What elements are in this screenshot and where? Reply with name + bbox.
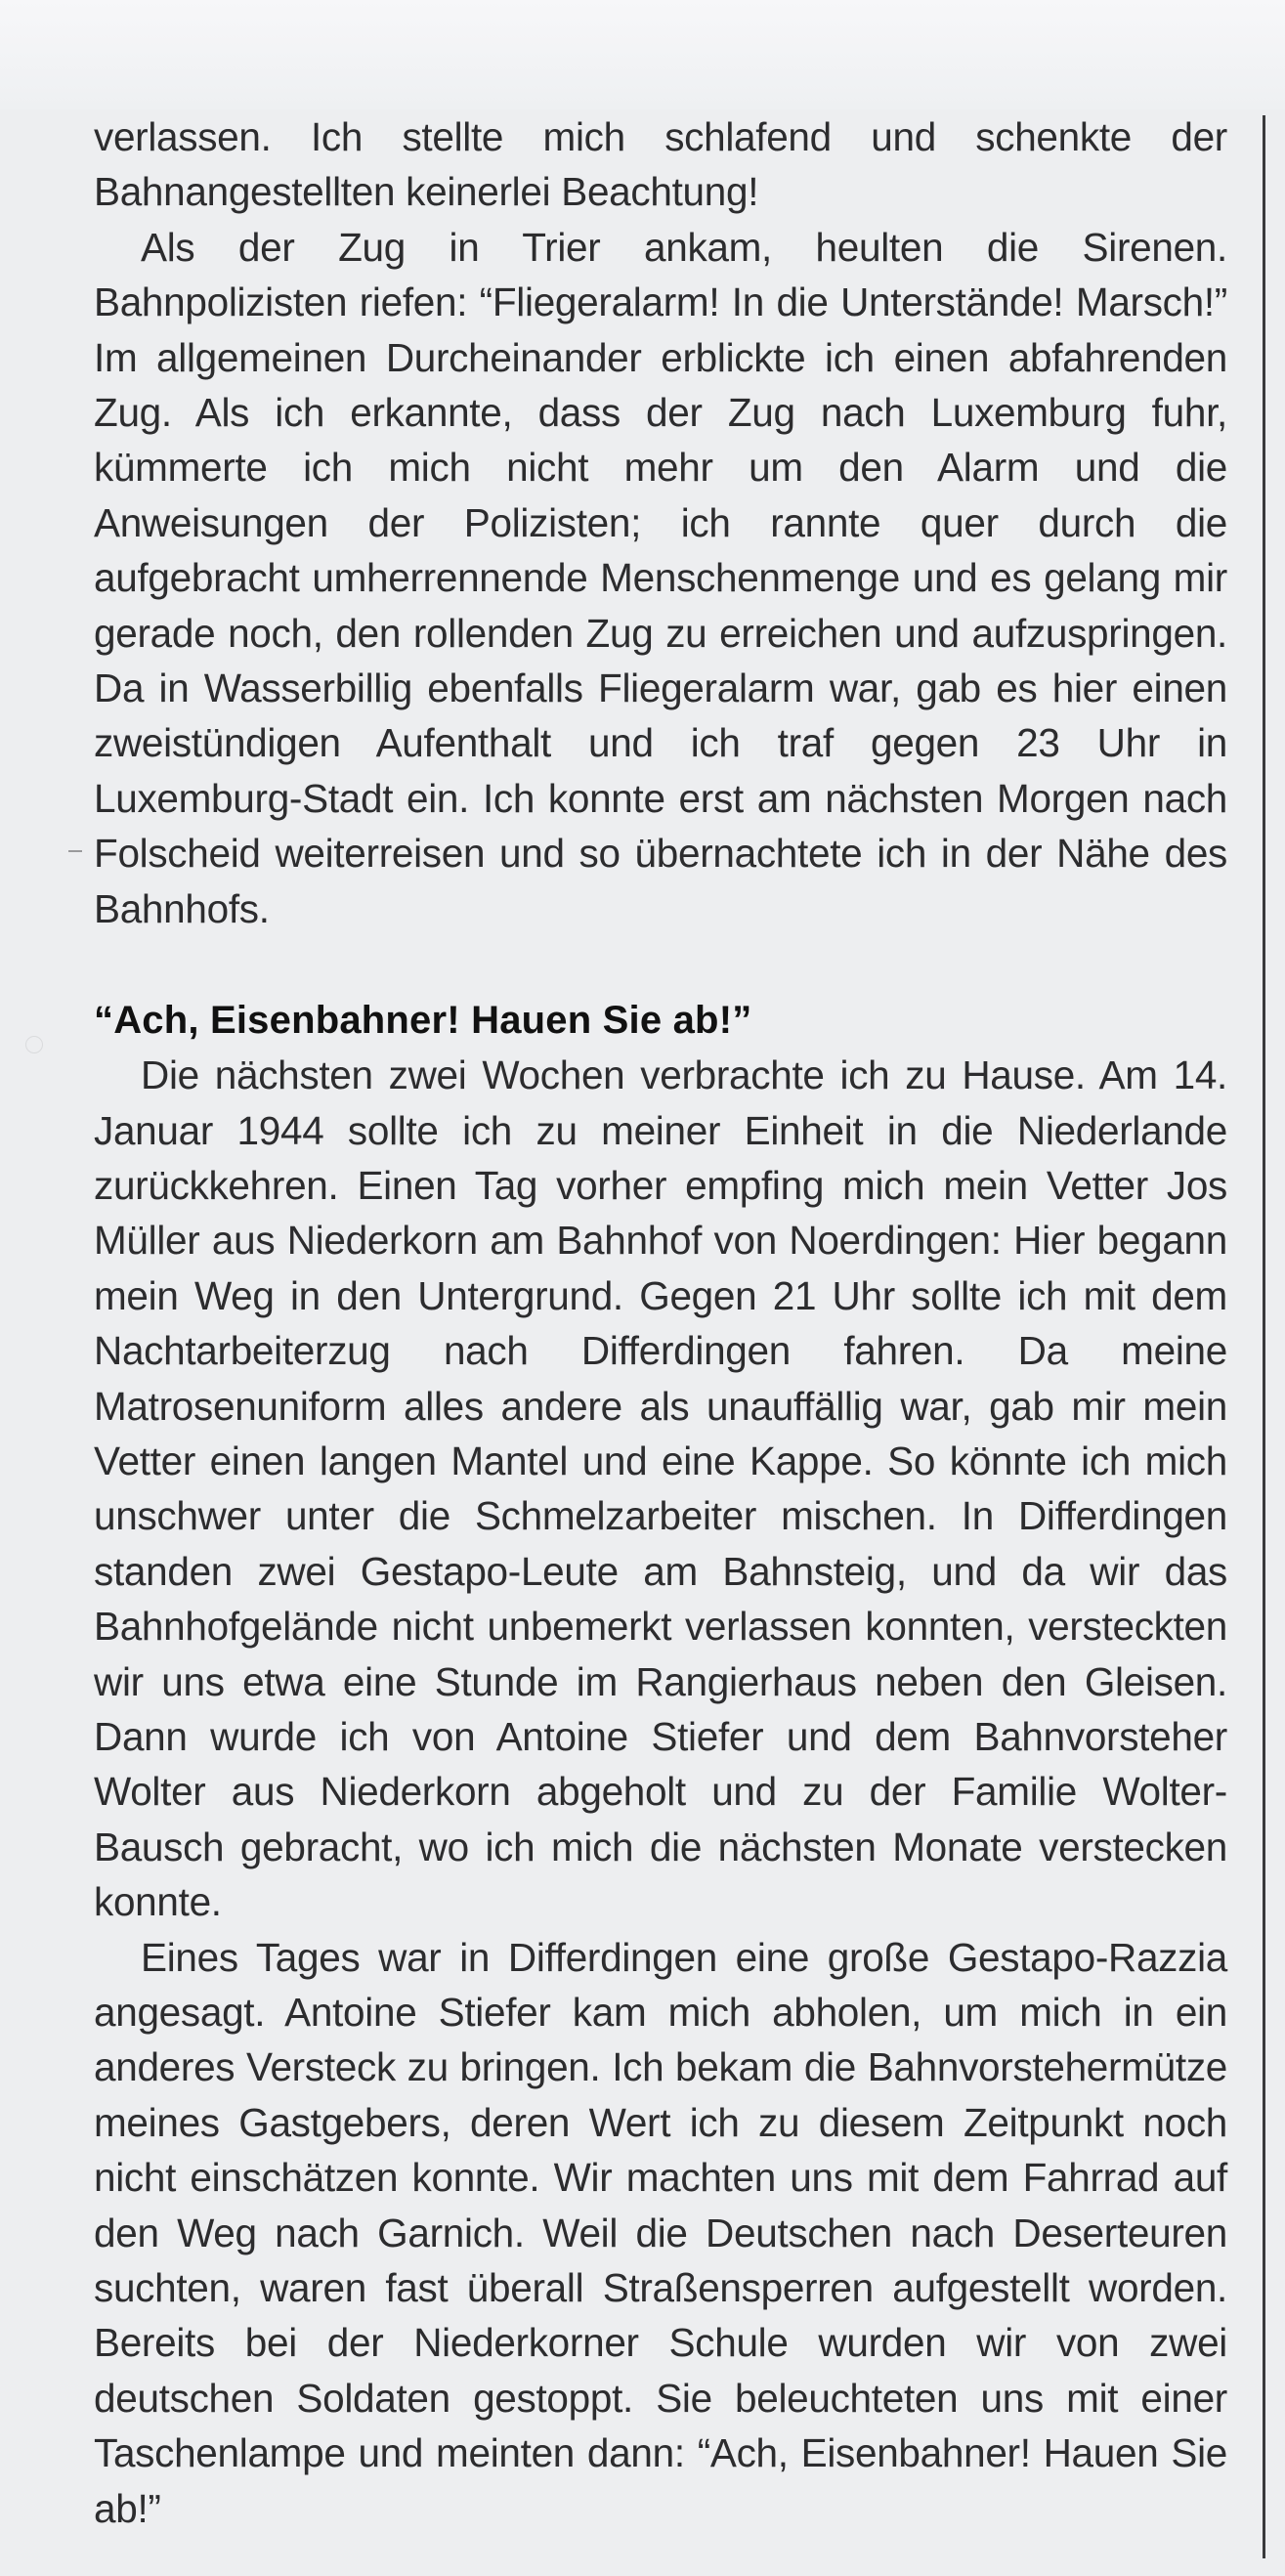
- margin-tick-mark: [68, 850, 82, 852]
- text-column: [94, 109, 1227, 2536]
- margin-scan-mark: [25, 1036, 43, 1053]
- paragraph-trier-arrival: Als der Zug in Trier ankam, heulten die Sirenen. Bahnpolizisten riefen: “Fliegeralarm! In die Unterstände! Marsch!” Im allgemeinen Durcheinander erblickte ich einen abfahrenden Zug. Als ich erkannte, dass der Zug nach Luxemburg fuhr, kümmerte ich mich nicht mehr um den Alarm und die Anweisungen der Polizisten; ich rannte quer durch die aufgebracht umherrennende Menschenmenge und es gelang mir gerade noch, den rollenden Zug zu erreichen und aufzuspringen. Da in Wasserbillig ebenfalls Fliegeralarm war, gab es hier einen zweistündigen Aufenthalt und ich traf gegen 23 Uhr in Luxemburg-Stadt ein. Ich konnte erst am nächsten Morgen nach Folscheid weiterreisen und so übernachtete ich in der Nähe des Bahnhofs.: [94, 224, 1227, 931]
- paragraph-underground: Die nächsten zwei Wochen verbrachte ich zu Hause. Am 14. Januar 1944 sollte ich zu meiner Einheit in die Niederlande zurückkehren. Einen Tag vorher empfing mich mein Vetter Jos Müller aus Niederkorn am Bahnhof von Noerdingen: Hier begann mein Weg in den Untergrund. Gegen 21 Uhr sollte ich mit dem Nachtarbeiterzug nach Differdingen fahren. Da meine Matrosenuniform alles andere als unauffällig war, gab mir mein Vetter einen langen Mantel und eine Kappe. So könnte ich mich unschwer unter die Schmelzarbeiter mischen. In Differdingen standen zwei Gestapo-Leute am Bahnsteig, und da wir das Bahnhofgelände nicht unbemerkt verlassen konnten, versteckten wir uns etwa eine Stunde im Rangierhaus neben den Gleisen. Dann wurde ich von Antoine Stiefer und dem Bahnvorsteher Wolter aus Niederkorn abgeholt und zu der Familie Wolter-Bausch gebracht, wo ich mich die nächsten Monate verstecken konnte.: [94, 1052, 1227, 1925]
- section-heading: “Ach, Eisenbahner! Hauen Sie ab!”: [94, 999, 752, 1043]
- right-column-rule: [1263, 115, 1265, 2558]
- scan-top-margin: [0, 0, 1285, 109]
- paragraph-razzia: Eines Tages war in Differdingen eine große Gestapo-Razzia angesagt. Antoine Stiefer kam mich abholen, um mich in ein anderes Versteck zu bringen. Ich bekam die Bahnvorstehermütze meines Gastgebers, deren Wert ich zu diesem Zeitpunkt noch nicht einschätzen konnte. Wir machten uns mit dem Fahrrad auf den Weg nach Garnich. Weil die Deutschen nach Deserteuren suchten, waren fast überall Straßensperren aufgestellt worden. Bereits bei der Niederkorner Schule wurden wir von zwei deutschen Soldaten gestoppt. Sie beleuchteten uns mit einer Taschenlampe und meinten dann: “Ach, Eisenbahner! Hauen Sie ab!”: [94, 1934, 1227, 2531]
- paragraph-continuation: verlassen. Ich stellte mich schlafend und schenkte der Bahnangestellten keinerlei Beachtung!: [94, 114, 1227, 215]
